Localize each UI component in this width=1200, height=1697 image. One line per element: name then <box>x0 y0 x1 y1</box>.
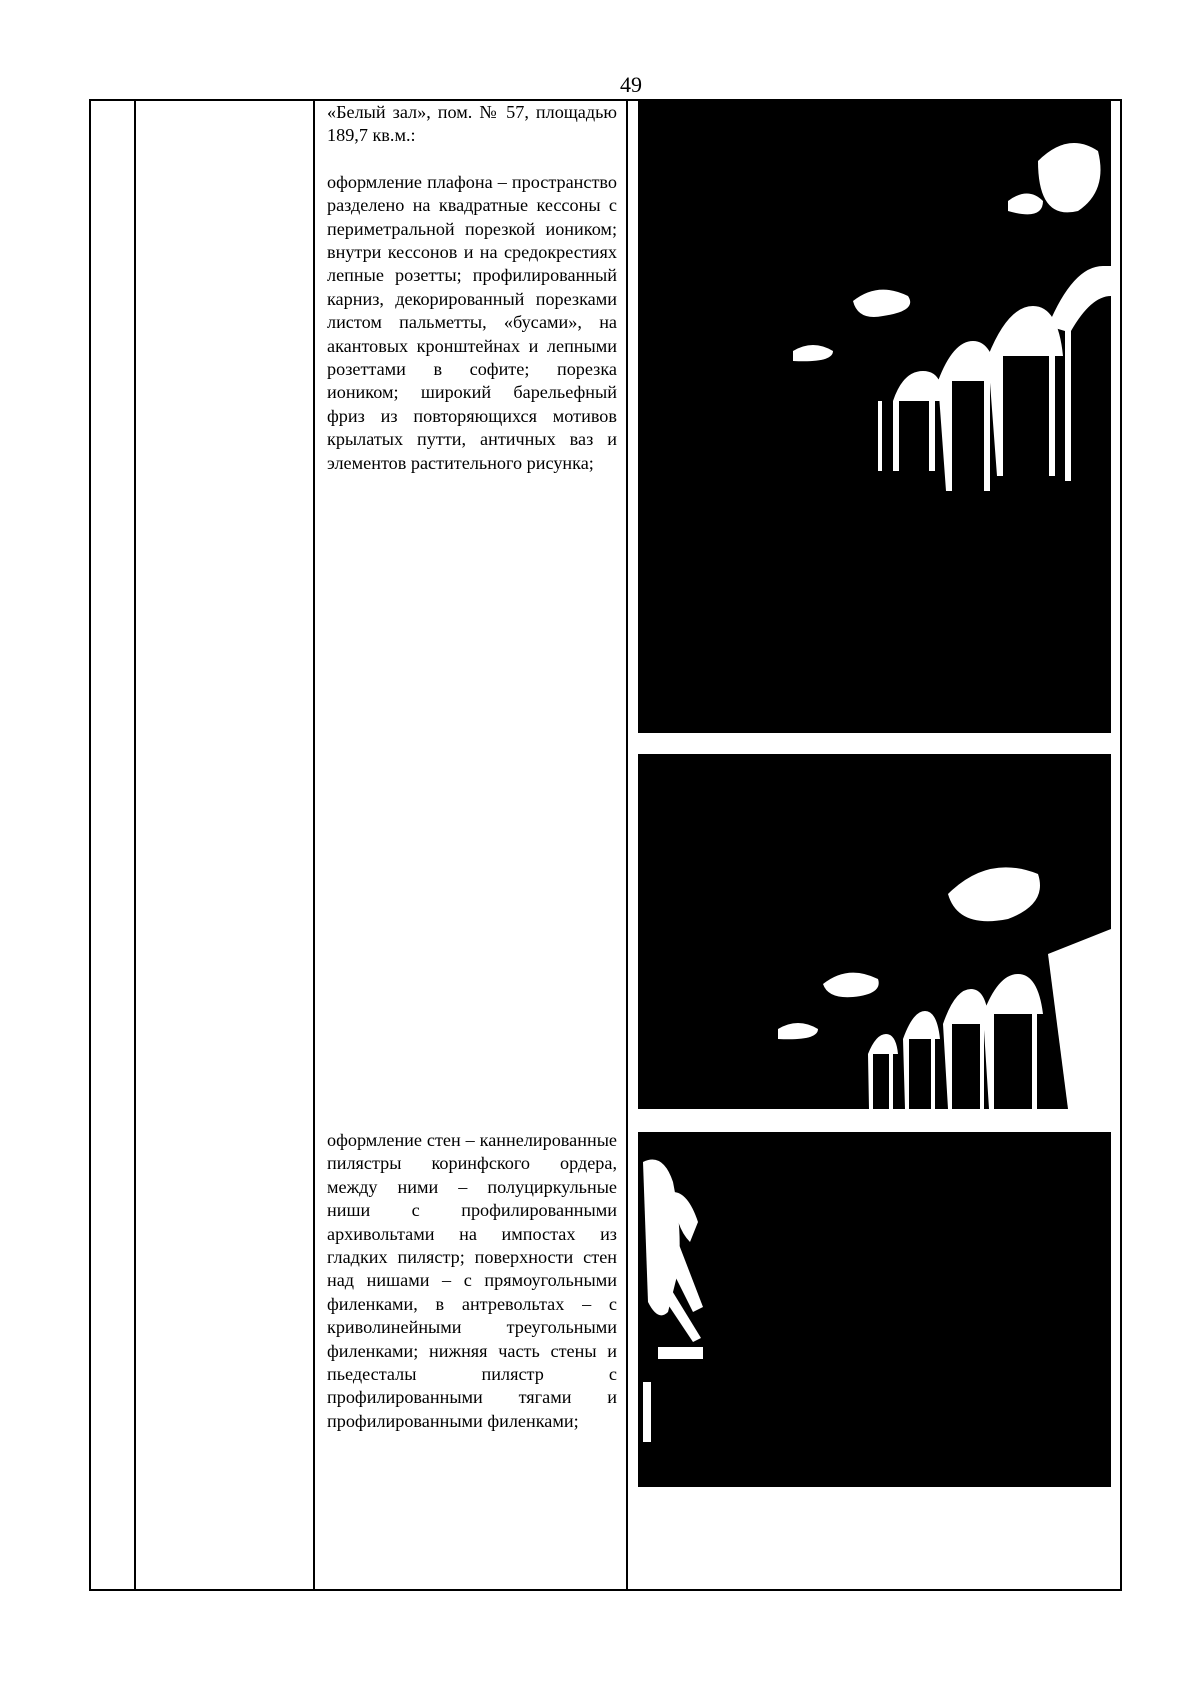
walls-decoration-text: оформление стен – каннелированные пилястры коринфского ордера, между ними – полуциркульные ниши с профилированными архивольтами на импостах из гладких пилястр; поверхности стен над нишами – с прямоугольными филенками, в антревольтах – с криволинейными треугольными филенками; нижняя часть стены и пьедесталы пилястр с профилированными тягами и профилированными филенками; <box>327 1130 617 1431</box>
monument-description-table <box>89 99 1122 1591</box>
room-heading: «Белый зал», пом. № 57, площадью 189,7 кв.м.: <box>327 102 617 146</box>
column-divider <box>313 101 315 1589</box>
photo-hall-chandeliers <box>638 754 1111 1109</box>
ceiling-decoration-text: оформление плафона – пространство разделено на квадратные кессоны с периметральной порезкой иоником; внутри кессонов и на средокрестиях лепные розетты; профилированный карниз, декорированный порезками листом пальметты, «бусами», на акантовых кронштейнах и лепными розеттами в софите; порезка иоником; широкий барельефный фриз из повторяющихся мотивов крылатых путти, античных ваз и элементов растительного рисунка; <box>327 171 617 473</box>
photo-wall-detail <box>638 1132 1111 1487</box>
photo-ceiling-chandeliers <box>638 101 1111 733</box>
column-divider <box>134 101 136 1589</box>
column-divider <box>626 101 628 1589</box>
page-number: 49 <box>620 72 642 97</box>
ceiling-description <box>327 101 617 475</box>
walls-description <box>327 1129 617 1433</box>
